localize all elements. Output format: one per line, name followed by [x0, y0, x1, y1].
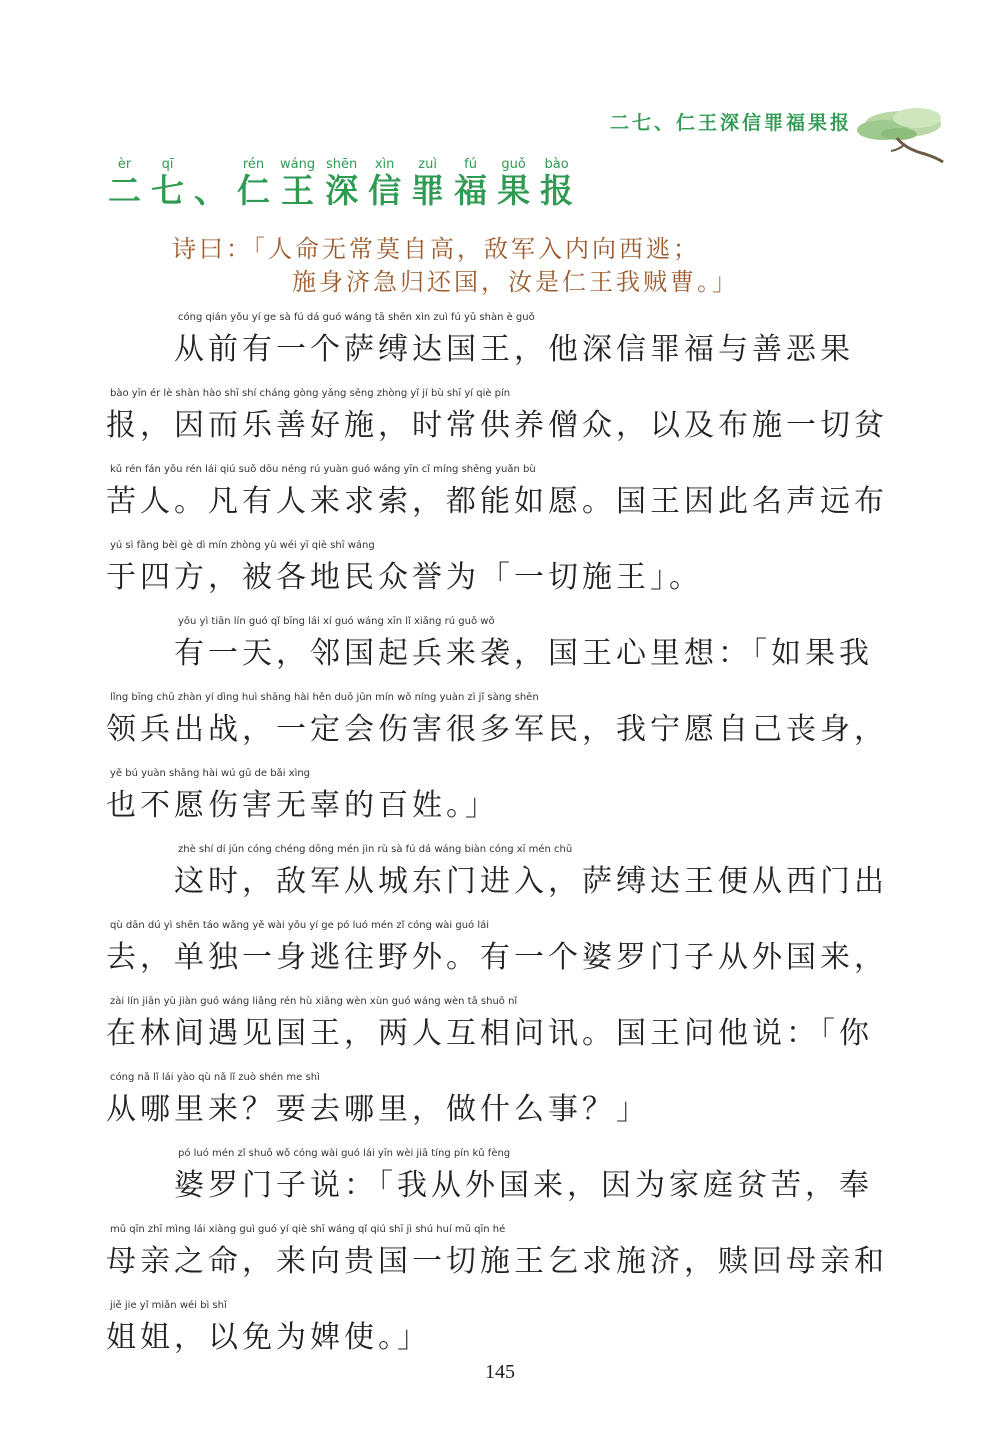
text-line: [0, 1148, 1000, 1224]
title-char: [151, 157, 184, 210]
hanzi-line: 母亲之命，来向贵国一切施王乞求施济，赎回母亲和: [106, 1244, 888, 1279]
pinyin-line: yú sì fāng bèi gè dì mín zhòng yù wéi yī qiè shī wáng: [110, 540, 375, 551]
title-char: [325, 157, 359, 210]
hanzi-line: 从哪里来？要去哪里，做什么事？」: [106, 1092, 650, 1127]
pinyin-line: lǐng bīng chū zhàn yí dìng huì shāng hài hěn duō jūn mín wǒ níng yuàn zì jǐ sàng shēn: [110, 692, 539, 703]
title-char-pinyin: qī: [151, 157, 184, 172]
title-char: [540, 157, 574, 210]
hanzi-line: 婆罗门子说：「我从外国来，因为家庭贫苦，奉: [174, 1168, 873, 1203]
title-char-pinyin: xìn: [368, 157, 402, 172]
text-line: [0, 312, 1000, 388]
text-line: [0, 692, 1000, 768]
title-char: [411, 157, 445, 210]
title-char-pinyin: rén: [237, 157, 270, 172]
title-char-pinyin: fú: [454, 157, 488, 172]
poem-line-1: 诗曰：「人命无常莫自高，敌军入内向西逃；: [172, 235, 700, 263]
pinyin-line: qù dān dú yì shēn táo wǎng yě wài yǒu yí ge pó luó mén zǐ cóng wài guó lái: [110, 920, 490, 931]
text-line: [0, 996, 1000, 1072]
title-char-text: 果: [497, 171, 531, 210]
hanzi-line: 在林间遇见国王，两人互相问讯。国王问他说：「你: [106, 1016, 873, 1051]
hanzi-line: 报，因而乐善好施，时常供养僧众，以及布施一切贫: [106, 408, 888, 443]
title-char: [454, 157, 488, 210]
pinyin-line: jiě jie yǐ miǎn wéi bì shǐ: [110, 1300, 227, 1311]
text-line: [0, 388, 1000, 464]
title-char: [108, 157, 141, 210]
hanzi-line: 从前有一个萨缚达国王，他深信罪福与善恶果: [174, 332, 854, 367]
hanzi-line: 去，单独一身逃往野外。有一个婆罗门子从外国来，: [106, 940, 888, 975]
title-char: [368, 157, 402, 210]
title-char-pinyin: bào: [540, 157, 574, 172]
title-char-text: 仁: [237, 171, 270, 210]
text-line: [0, 768, 1000, 844]
chapter-title: [108, 158, 583, 212]
title-char-text: 、: [194, 171, 227, 210]
title-char-text: 信: [368, 171, 402, 210]
title-char-pinyin: zuì: [411, 157, 445, 172]
pinyin-line: cóng nǎ lǐ lái yào qù nǎ lǐ zuò shén me shì: [110, 1072, 320, 1083]
title-char-pinyin: guǒ: [497, 157, 531, 172]
text-line: [0, 464, 1000, 540]
hanzi-line: 于四方，被各地民众誉为「一切施王」。: [106, 560, 703, 595]
text-line: [0, 540, 1000, 616]
pinyin-line: yǒu yì tiān lín guó qǐ bīng lái xí guó wáng xīn lǐ xiǎng rú guǒ wǒ: [178, 616, 495, 627]
pine-tree-icon: [853, 96, 945, 166]
pinyin-line: cóng qián yǒu yí ge sà fú dá guó wáng tā shēn xìn zuì fú yǔ shàn è guǒ: [178, 312, 535, 323]
title-char: [497, 157, 531, 210]
title-char-text: 深: [325, 171, 359, 210]
hanzi-line: 有一天，邻国起兵来袭，国王心里想：「如果我: [174, 636, 873, 671]
hanzi-line: 领兵出战，一定会伤害很多军民，我宁愿自己丧身，: [106, 712, 888, 747]
title-char: [237, 157, 270, 210]
title-char-pinyin: èr: [108, 157, 141, 172]
title-char-text: 七: [151, 171, 184, 210]
hanzi-line: 苦人。凡有人来求索，都能如愿。国王因此名声远布: [106, 484, 888, 519]
running-header: 二七、仁王深信罪福果报: [609, 112, 852, 134]
title-char-pinyin: wáng: [280, 157, 316, 172]
text-line: [0, 1072, 1000, 1148]
title-char-text: 报: [540, 171, 574, 210]
pinyin-line: zài lín jiān yù jiàn guó wáng liǎng rén hù xiāng wèn xùn guó wáng wèn tā shuō nǐ: [110, 996, 518, 1007]
title-char-text: 王: [280, 171, 316, 210]
title-char-text: 罪: [411, 171, 445, 210]
pinyin-line: mǔ qīn zhī mìng lái xiàng guì guó yí qiè shī wáng qǐ qiú shī jì shú huí mǔ qīn hé: [110, 1224, 506, 1235]
hanzi-line: 也不愿伤害无辜的百姓。」: [106, 788, 499, 823]
pinyin-line: pó luó mén zǐ shuō wǒ cóng wài guó lái yīn wèi jiā tíng pín kǔ fèng: [178, 1148, 511, 1159]
pinyin-line: zhè shí dí jūn cóng chéng dōng mén jìn rù sà fú dá wáng biàn cóng xī mén chū: [178, 844, 573, 855]
title-char-pinyin: shēn: [325, 157, 359, 172]
title-char-text: 福: [454, 171, 488, 210]
text-line: [0, 1224, 1000, 1300]
pinyin-line: kǔ rén fán yǒu rén lái qiú suǒ dōu néng rú yuàn guó wáng yīn cǐ míng shēng yuǎn bù: [110, 464, 536, 475]
title-char: [280, 157, 316, 210]
hanzi-line: 这时，敌军从城东门进入，萨缚达王便从西门出: [174, 864, 888, 899]
title-char-text: 二: [108, 171, 141, 210]
text-line: [0, 920, 1000, 996]
page-number: 145: [485, 1361, 515, 1383]
text-line: [0, 616, 1000, 692]
title-char: [194, 171, 227, 210]
hanzi-line: 姐姐，以免为婢使。」: [106, 1320, 431, 1355]
pinyin-line: yě bú yuàn shāng hài wú gū de bǎi xìng: [110, 768, 311, 779]
pinyin-line: bào yīn ér lè shàn hào shī shí cháng gòng yǎng sēng zhòng yǐ jí bù shī yí qiè pín: [110, 388, 511, 399]
poem-line-2: 施身济急归还国，汝是仁王我贼曹。」: [292, 268, 739, 296]
text-line: [0, 844, 1000, 920]
